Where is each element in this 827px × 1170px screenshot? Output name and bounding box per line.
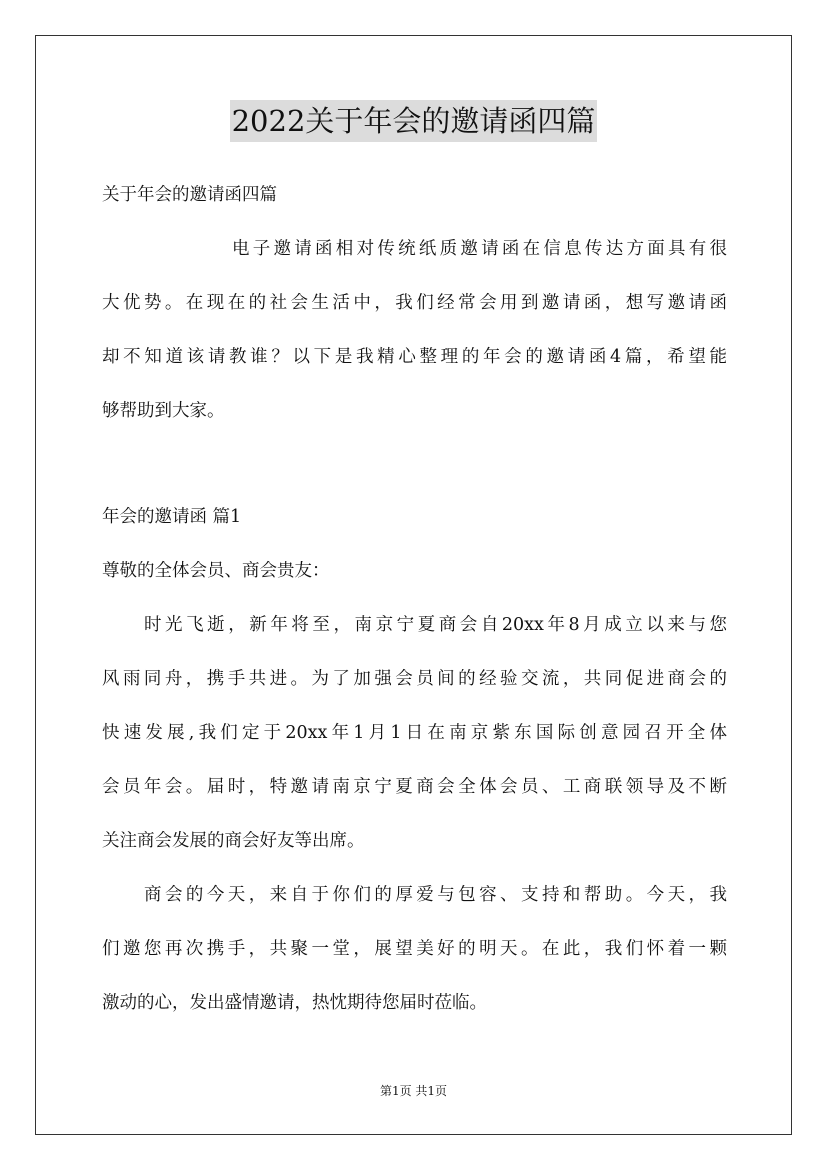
intro-line: 却不知道该请教谁？以下是我精心整理的年会的邀请函4篇，希望能 bbox=[102, 347, 727, 367]
paragraph-line: 风雨同舟，携手共进。为了加强会员间的经验交流，共同促进商会的 bbox=[102, 669, 727, 689]
spacer bbox=[102, 697, 727, 715]
salutation: 尊敬的全体会员、商会贵友： bbox=[102, 561, 330, 581]
spacer bbox=[102, 751, 727, 769]
spacer bbox=[102, 267, 727, 285]
intro-line: 大优势。在现在的社会生活中，我们经常会用到邀请函，想写邀请函 bbox=[102, 293, 727, 313]
paragraph-line: 们邀您再次携手，共聚一堂，展望美好的明天。在此，我们怀着一颗 bbox=[102, 939, 727, 959]
intro-line: 电子邀请函相对传统纸质邀请函在信息传达方面具有很 bbox=[232, 239, 727, 259]
spacer bbox=[102, 213, 727, 231]
paragraph-line: 激动的心，发出盛情邀请，热忱期待您届时莅临。 bbox=[102, 993, 487, 1013]
spacer bbox=[102, 589, 727, 607]
paragraph-line: 商会的今天，来自于你们的厚爱与包容、支持和帮助。今天，我 bbox=[144, 885, 727, 905]
document-body bbox=[102, 177, 727, 1021]
spacer bbox=[102, 967, 727, 985]
paragraph-line: 会员年会。届时，特邀请南京宁夏商会全体会员、工商联领导及不断 bbox=[102, 777, 727, 797]
spacer bbox=[102, 535, 727, 553]
spacer bbox=[102, 321, 727, 339]
spacer bbox=[102, 429, 727, 499]
intro-line: 够帮助到大家。 bbox=[102, 401, 225, 421]
subtitle: 关于年会的邀请函四篇 bbox=[102, 185, 277, 205]
paragraph-line: 时光飞逝，新年将至，南京宁夏商会自20xx年8月成立以来与您 bbox=[144, 615, 727, 635]
page-number: 第1页 共1页 bbox=[379, 1084, 448, 1098]
document-title: 2022关于年会的邀请函四篇 bbox=[230, 100, 598, 142]
spacer bbox=[102, 643, 727, 661]
spacer bbox=[102, 375, 727, 393]
section-heading: 年会的邀请函 篇1 bbox=[102, 507, 242, 527]
paragraph-line: 关注商会发展的商会好友等出席。 bbox=[102, 831, 365, 851]
paragraph-line: 快速发展,我们定于20xx年1月1日在南京紫东国际创意园召开全体 bbox=[102, 723, 727, 743]
spacer bbox=[102, 859, 727, 877]
spacer bbox=[102, 805, 727, 823]
title-container bbox=[0, 100, 827, 142]
page-footer bbox=[0, 1083, 827, 1099]
spacer bbox=[102, 913, 727, 931]
